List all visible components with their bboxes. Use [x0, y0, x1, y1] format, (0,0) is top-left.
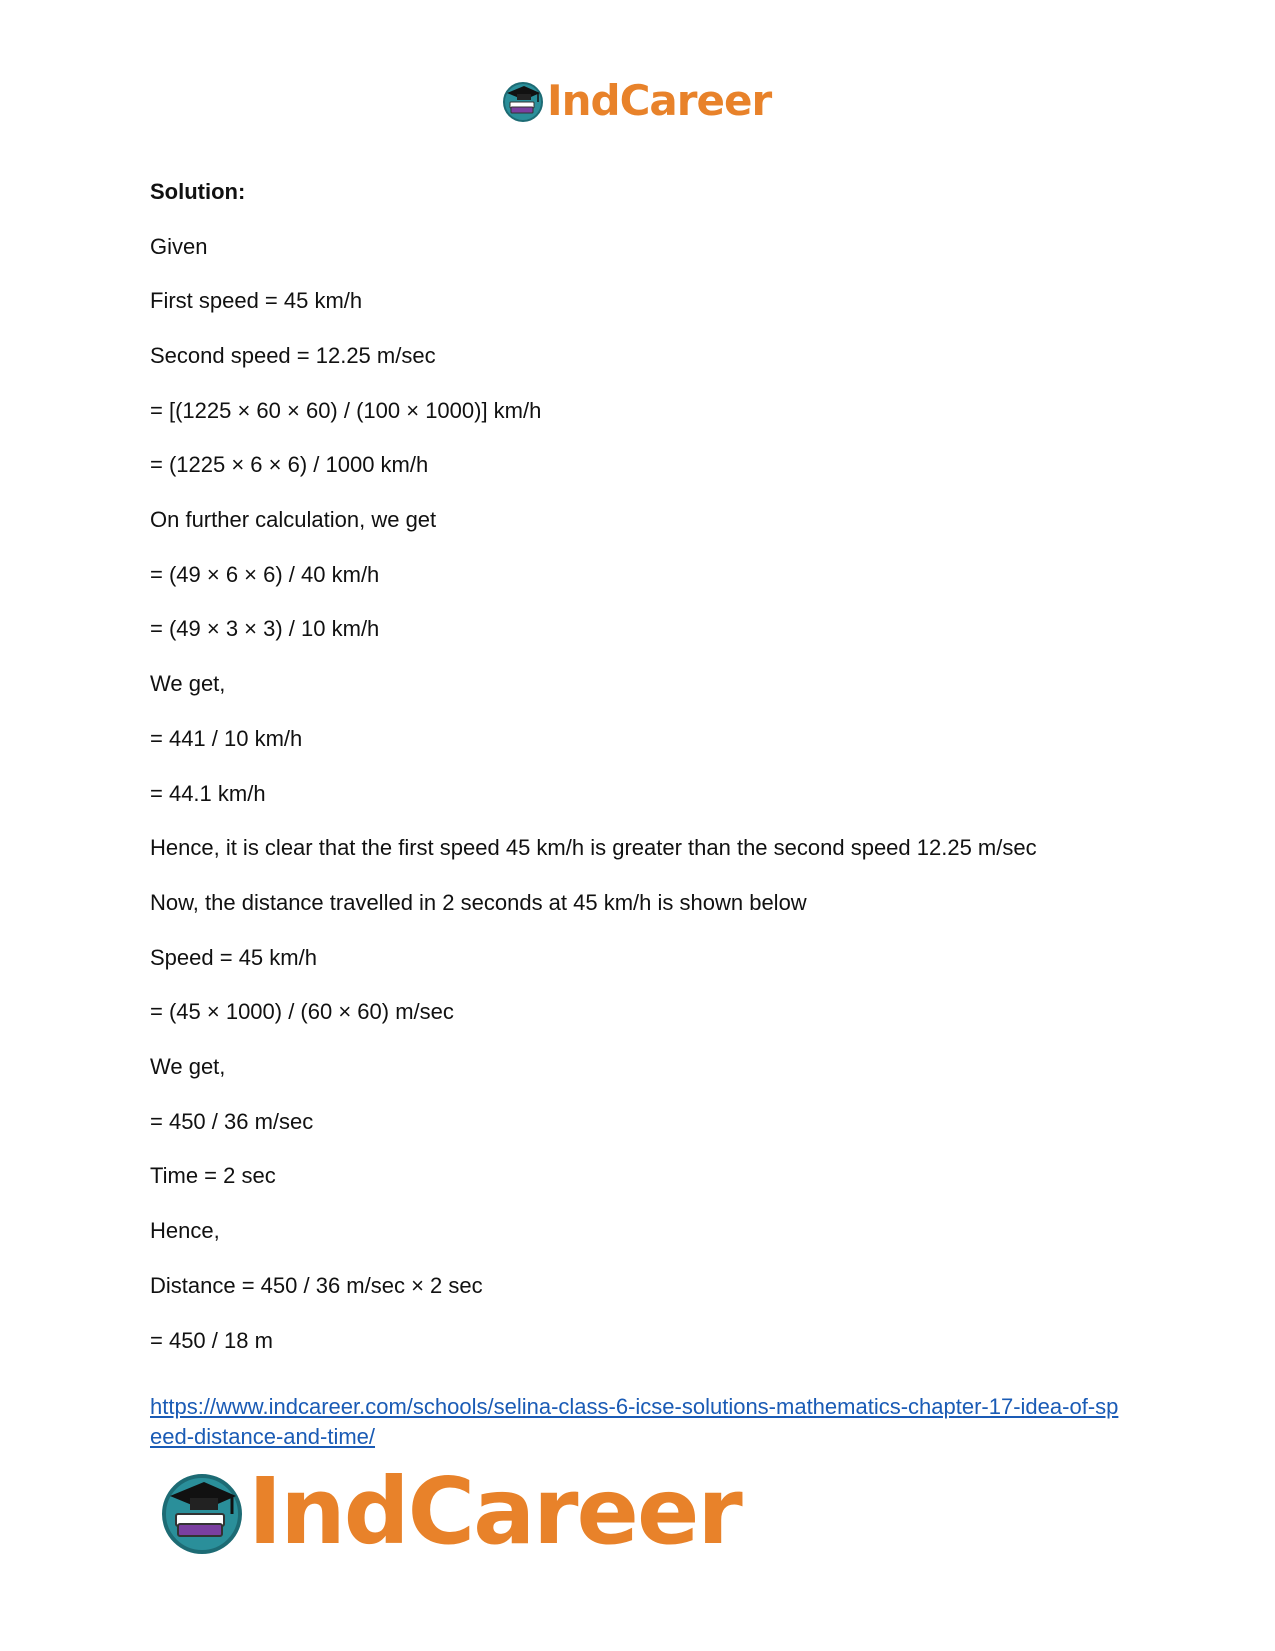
- source-link[interactable]: https://www.indcareer.com/schools/selina-class-6-icse-solutions-mathematics-chapter-17-idea-of-speed-distance-and-time/: [150, 1394, 1119, 1449]
- header-logo: [502, 76, 772, 125]
- solution-line: Time = 2 sec: [150, 1163, 276, 1188]
- solution-line: Hence,: [150, 1218, 220, 1243]
- solution-line: = (49 × 6 × 6) / 40 km/h: [150, 562, 380, 587]
- solution-line: = (49 × 3 × 3) / 10 km/h: [150, 616, 380, 641]
- solution-line: We get,: [150, 1054, 226, 1079]
- solution-line: = 450 / 36 m/sec: [150, 1109, 314, 1134]
- solution-line: Now, the distance travelled in 2 seconds at 45 km/h is shown below: [150, 890, 807, 915]
- solution-heading: Solution:: [150, 179, 246, 204]
- solution-line: = (45 × 1000) / (60 × 60) m/sec: [150, 999, 454, 1024]
- brand-wordmark: IndCareer: [248, 1458, 741, 1565]
- solution-line: Distance = 450 / 36 m/sec × 2 sec: [150, 1273, 483, 1298]
- solution-line: Hence, it is clear that the first speed 45 km/h is greater than the second speed 12.25 m/sec: [150, 835, 1037, 860]
- solution-line: = [(1225 × 60 × 60) / (100 × 1000)] km/h: [150, 398, 542, 423]
- solution-line: = 44.1 km/h: [150, 781, 266, 806]
- graduation-cap-books-globe-icon: [502, 80, 544, 122]
- solution-line: Given: [150, 234, 208, 259]
- solution-line: First speed = 45 km/h: [150, 288, 363, 313]
- solution-line: Second speed = 12.25 m/sec: [150, 343, 436, 368]
- footer-logo: [160, 1458, 741, 1565]
- solution-line: Speed = 45 km/h: [150, 945, 317, 970]
- solution-line: = 441 / 10 km/h: [150, 726, 303, 751]
- solution-line: = (1225 × 6 × 6) / 1000 km/h: [150, 452, 429, 477]
- solution-line: = 450 / 18 m: [150, 1328, 273, 1353]
- brand-wordmark: IndCareer: [547, 76, 772, 125]
- solution-line: On further calculation, we get: [150, 507, 437, 532]
- solution-line: We get,: [150, 671, 226, 696]
- graduation-cap-books-globe-icon: [160, 1470, 244, 1554]
